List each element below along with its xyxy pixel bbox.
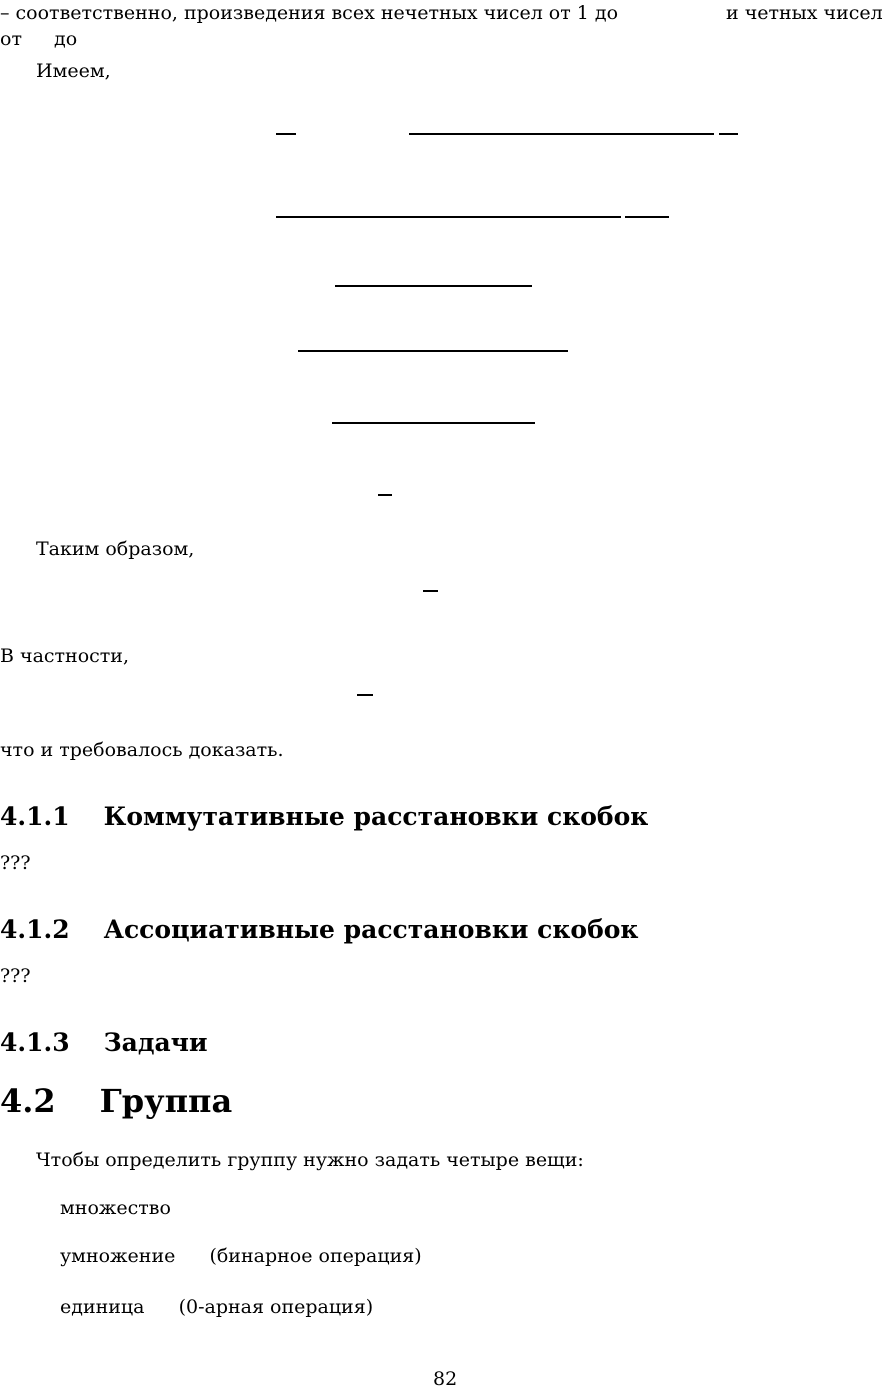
section-number: 4.1.1 xyxy=(0,802,70,831)
group-item-note: (0-арная операция) xyxy=(178,1296,374,1318)
intro-line-2b: до xyxy=(54,28,78,50)
have-paragraph: Имеем, xyxy=(36,60,111,82)
thus-paragraph: Таким образом, xyxy=(36,538,195,560)
section-4-1-2-heading xyxy=(0,915,638,945)
group-item-name: умножение xyxy=(60,1245,176,1267)
group-item xyxy=(60,1296,373,1318)
fraction-bar xyxy=(378,494,392,496)
group-intro: Чтобы определить группу нужно задать четыре вещи: xyxy=(36,1149,584,1171)
group-item xyxy=(60,1245,422,1267)
intro-line-2a: от xyxy=(0,28,22,50)
fraction-bar xyxy=(409,133,714,135)
fraction-bar xyxy=(625,216,669,218)
fraction-bar xyxy=(332,422,535,424)
intro-line-1a: – соответственно, произведения всех нечетных чисел от 1 до xyxy=(0,2,619,24)
qed-paragraph: что и требовалось доказать. xyxy=(0,739,284,761)
section-title: Коммутативные расстановки скобок xyxy=(103,802,649,831)
in-particular-paragraph: В частности, xyxy=(0,645,130,667)
page-number: 82 xyxy=(433,1368,458,1390)
section-4-1-2-body: ??? xyxy=(0,965,31,987)
fraction-bar xyxy=(335,285,532,287)
fraction-bar xyxy=(719,133,738,135)
fraction-bar xyxy=(298,350,568,352)
group-item-name: множество xyxy=(60,1197,171,1219)
section-title: Группа xyxy=(99,1082,233,1120)
section-4-2-heading xyxy=(0,1082,232,1120)
group-item-note: (бинарное операция) xyxy=(209,1245,422,1267)
section-number: 4.2 xyxy=(0,1082,56,1120)
section-number: 4.1.3 xyxy=(0,1028,70,1057)
group-item-name: единица xyxy=(60,1296,145,1318)
group-item xyxy=(60,1197,171,1219)
fraction-bar xyxy=(276,133,296,135)
section-4-1-1-heading xyxy=(0,802,648,832)
intro-line-1b: и четных чисел xyxy=(726,2,883,24)
section-4-1-3-heading xyxy=(0,1028,208,1058)
fraction-bar xyxy=(276,216,621,218)
section-4-1-1-body: ??? xyxy=(0,852,31,874)
section-number: 4.1.2 xyxy=(0,915,70,944)
section-title: Ассоциативные расстановки скобок xyxy=(103,915,639,944)
section-title: Задачи xyxy=(103,1028,208,1057)
fraction-bar xyxy=(357,694,373,696)
fraction-bar xyxy=(423,590,438,592)
